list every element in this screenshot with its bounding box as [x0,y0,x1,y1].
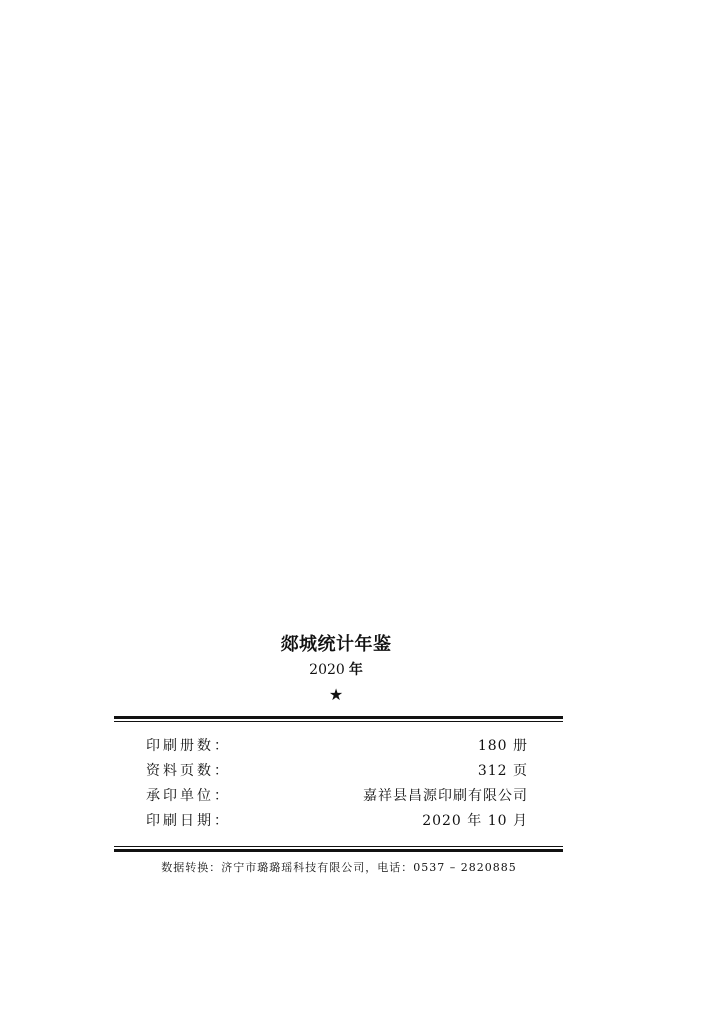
info-row-page-count [146,759,528,784]
info-label: 印刷册数： [146,738,231,754]
info-value: 嘉祥县昌源印刷有限公司 [363,788,528,804]
info-value: 2020 年 10 月 [422,813,528,829]
book-title: 郯城统计年鉴 [280,634,392,655]
info-value: 180 册 [477,738,528,754]
info-row-printer [146,784,528,809]
year-unit: 年 [348,662,363,678]
bottom-thin-rule [114,846,563,847]
top-thick-rule [114,716,563,719]
year-number: 2020 [309,662,345,678]
print-info-table [146,734,528,834]
info-row-print-copies [146,734,528,759]
info-label: 印刷日期： [146,813,231,829]
info-label: 承印单位： [146,788,231,804]
bottom-thick-rule [114,849,563,852]
data-conversion-note: 数据转换：济宁市璐璐瑶科技有限公司，电话：0537 – 2820885 [161,861,517,874]
info-label: 资料页数： [146,763,231,779]
info-value: 312 页 [477,763,528,779]
top-thin-rule [114,721,563,722]
star-icon: ★ [328,685,344,704]
info-row-print-date [146,809,528,834]
book-year [0,660,672,680]
